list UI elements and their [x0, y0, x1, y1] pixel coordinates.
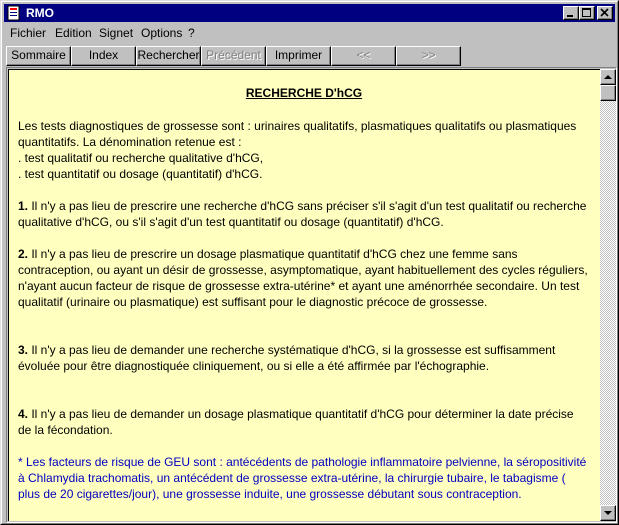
scroll-down-button[interactable] [600, 505, 616, 521]
close-button[interactable] [597, 6, 613, 20]
paragraph-3-number: 3. [18, 343, 29, 357]
window-title: RMO [26, 6, 54, 20]
paragraph-2 [18, 246, 590, 310]
menu-bar [4, 23, 615, 43]
menu-options[interactable]: Options [141, 26, 183, 40]
toolbar [4, 43, 615, 67]
intro-paragraph [18, 118, 590, 182]
title-bar[interactable] [4, 4, 615, 22]
intro-item-quantitatif: . test quantitatif ou dosage (quantitatif) d'hCG. [18, 167, 263, 181]
intro-text: Les tests diagnostiques de grossesse sont : urinaires qualitatifs, plasmatiques qualitatifs ou plasmatiques quantitatifs. La dénomination retenue est : [18, 119, 577, 149]
arrow-down-icon [601, 506, 615, 520]
paragraph-2-text: Il n'y a pas lieu de prescrire un dosage plasmatique quantitatif d'hCG chez une femme sans contraception, ou ayant un désir de grossesse, asymptomatique, ayant habituellement des cycles réguliers, n'ayant aucun facteur de risque de grossesse extra-utérine* et ayant une aménorrhée secondaire. Un test qualitatif (urinaire ou plasmatique) est suffisant pour le diagnostic précoce de grossesse. [18, 247, 588, 309]
arrow-up-icon [601, 70, 615, 84]
risk-factors-note: * Les facteurs de risque de GEU sont : antécédents de pathologie inflammatoire pelvienne, la séropositivité à Chlamydia trachomatis, un antécédent de grossesse extra-utérine, la chirurgie tubaire, le tabagisme ( plus de 20 cigarettes/jour), une grossesse induite, une grossesse débutant sous contraception. [18, 455, 587, 501]
menu-fichier[interactable]: Fichier [10, 26, 47, 40]
maximize-icon [580, 7, 594, 19]
paragraph-1 [18, 198, 590, 230]
app-icon[interactable] [6, 5, 22, 21]
paragraph-4 [18, 406, 590, 438]
paragraph-4-text: Il n'y a pas lieu de demander un dosage plasmatique quantitatif d'hCG pour déterminer la date précise de la fécondation. [18, 407, 574, 437]
paragraph-2-number: 2. [18, 247, 29, 261]
imprimer-button[interactable]: Imprimer [266, 46, 331, 66]
sommaire-button[interactable]: Sommaire [6, 46, 71, 66]
minimize-button[interactable] [563, 6, 579, 20]
minimize-icon [564, 7, 578, 19]
menu-signet[interactable]: Signet [99, 26, 134, 40]
index-button[interactable]: Index [71, 46, 136, 66]
paragraph-1-text: Il n'y a pas lieu de prescrire une recherche d'hCG sans préciser s'il s'agit d'un test qualitatif ou recherche qualitative d'hCG, ou s'il s'agit d'un test quantitatif ou dosage (quantitatif) d'hCG. [18, 199, 587, 229]
vertical-scrollbar[interactable] [600, 69, 616, 521]
paragraph-1-number: 1. [18, 199, 29, 213]
intro-item-qualitatif: . test qualitatif ou recherche qualitative d'hCG, [18, 151, 264, 165]
paragraph-4-number: 4. [18, 407, 29, 421]
precedent-button[interactable]: Précédent [201, 46, 266, 66]
paragraph-3 [18, 342, 590, 374]
scroll-thumb[interactable] [600, 85, 616, 101]
help-content-frame [6, 67, 617, 523]
browse-back-button[interactable]: << [331, 46, 396, 66]
document-title: RECHERCHE D'hCG [245, 86, 363, 100]
help-content[interactable] [8, 69, 600, 521]
maximize-button[interactable] [579, 6, 595, 20]
menu-help[interactable]: ? [188, 26, 195, 40]
browse-forward-button[interactable]: >> [396, 46, 461, 66]
paragraph-3-text: Il n'y a pas lieu de demander une recherche systématique d'hCG, si la grossesse est suffisamment évoluée pour être diagnostiquée cliniquement, ou si elle a été affirmée par l'échographie. [18, 343, 556, 373]
rechercher-button[interactable]: Rechercher [136, 46, 201, 66]
menu-edition[interactable]: Edition [55, 26, 92, 40]
scroll-up-button[interactable] [600, 69, 616, 85]
close-icon [598, 7, 612, 19]
